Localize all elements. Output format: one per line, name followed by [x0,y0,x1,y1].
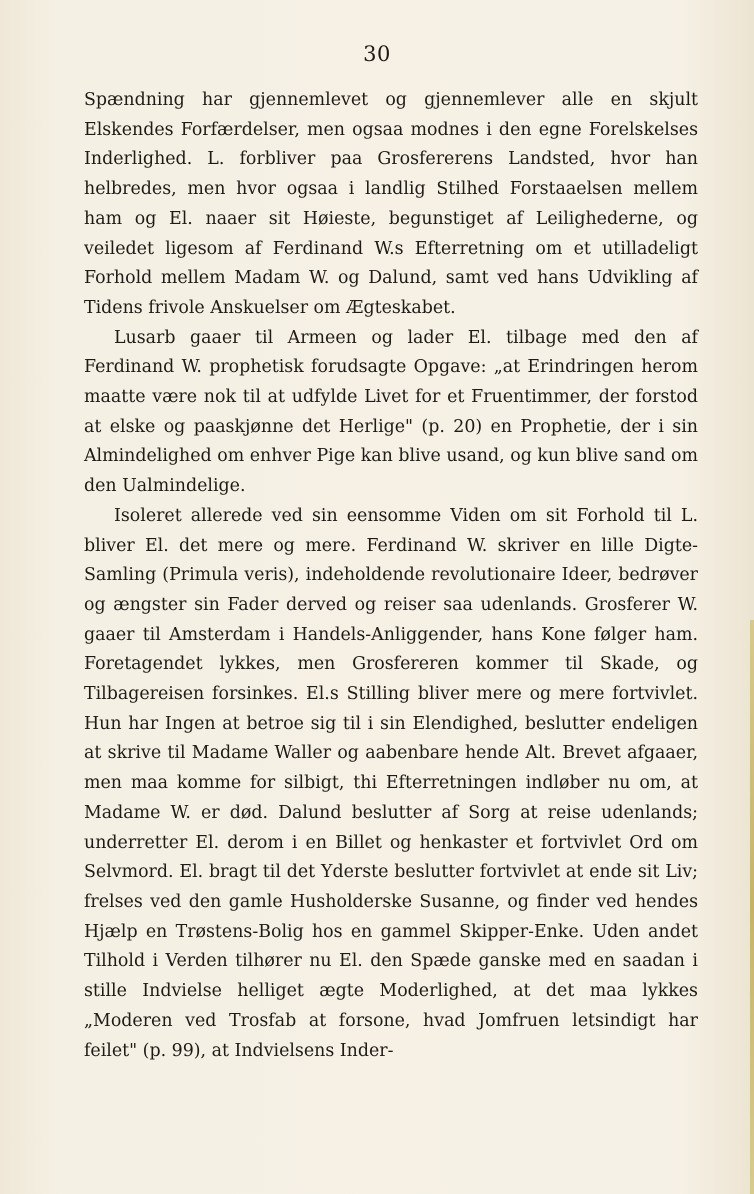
paragraph-3: Isoleret allerede ved sin eensomme Viden om sit Forhold til L. bliver El. det mere og mere. Ferdinand W. skriver en lille Digte-Samling (Primula veris), indeholdende revolutionaire Ideer, bedrøver og ængster sin Fader derved og reiser saa udenlands. Grosferer W. gaaer til Amsterdam i Handels-Anliggender, hans Kone følger ham. Foretagendet lykkes, men Grosfereren kommer til Skade, og Tilbagereisen forsinkes. El.s Stilling bliver mere og mere fortvivlet. Hun har Ingen at betroe sig til i sin Elendighed, beslutter endeligen at skrive til Madame Waller og aabenbare hende Alt. Brevet afgaaer, men maa komme for silbigt, thi Efterretningen indløber nu om, at Madame W. er død. Dalund beslutter af Sorg at reise udenlands; underretter El. derom i en Billet og henkaster et fortvivlet Ord om Selvmord. El. bragt til det Yderste beslutter fortvivlet at ende sit Liv; frelses ved den gamle Husholderske Susanne, og finder ved hendes Hjælp en Trøstens-Bolig hos en gammel Skipper-Enke. Uden andet Tilhold i Verden tilhører nu El. den Spæde ganske med en saadan i stille Indvielse helliget ægte Moderlighed, at det maa lykkes „Moderen ved Trosfab at forsone, hvad Jomfruen letsindigt har feilet" (p. 99), at Indvielsens Inder- [84,505,698,1061]
paragraph-2: Lusarb gaaer til Armeen og lader El. tilbage med den af Ferdinand W. prophetisk forudsagte Opgave: „at Erindringen herom maatte være nok til at udfylde Livet for et Fruentimmer, der forstod at elske og paaskjønne det Herlige" (p. 20) en Prophetie, der i sin Almindelighed om enhver Pige kan blive usand, og kun blive sand om den Ualmindelige. [84,327,698,497]
body-text [84,86,698,1066]
page-number: 30 [363,42,391,66]
page-edge [750,620,754,1194]
paragraph-1: Spændning har gjennemlevet og gjennemlever alle en skjult Elskendes Forfærdelser, men ogsaa modnes i den egne Forelskelses Inderlighed. L. forbliver paa Grosfererens Landsted, hvor han helbredes, men hvor ogsaa i landlig Stilhed Forstaaelsen mellem ham og El. naaer sit Høieste, begunstiget af Leilighederne, og veiledet ligesom af Ferdinand W.s Efterretning om et utilladeligt Forhold mellem Madam W. og Dalund, samt ved hans Udvikling af Tidens frivole Anskuelser om Ægteskabet. [84,90,698,318]
